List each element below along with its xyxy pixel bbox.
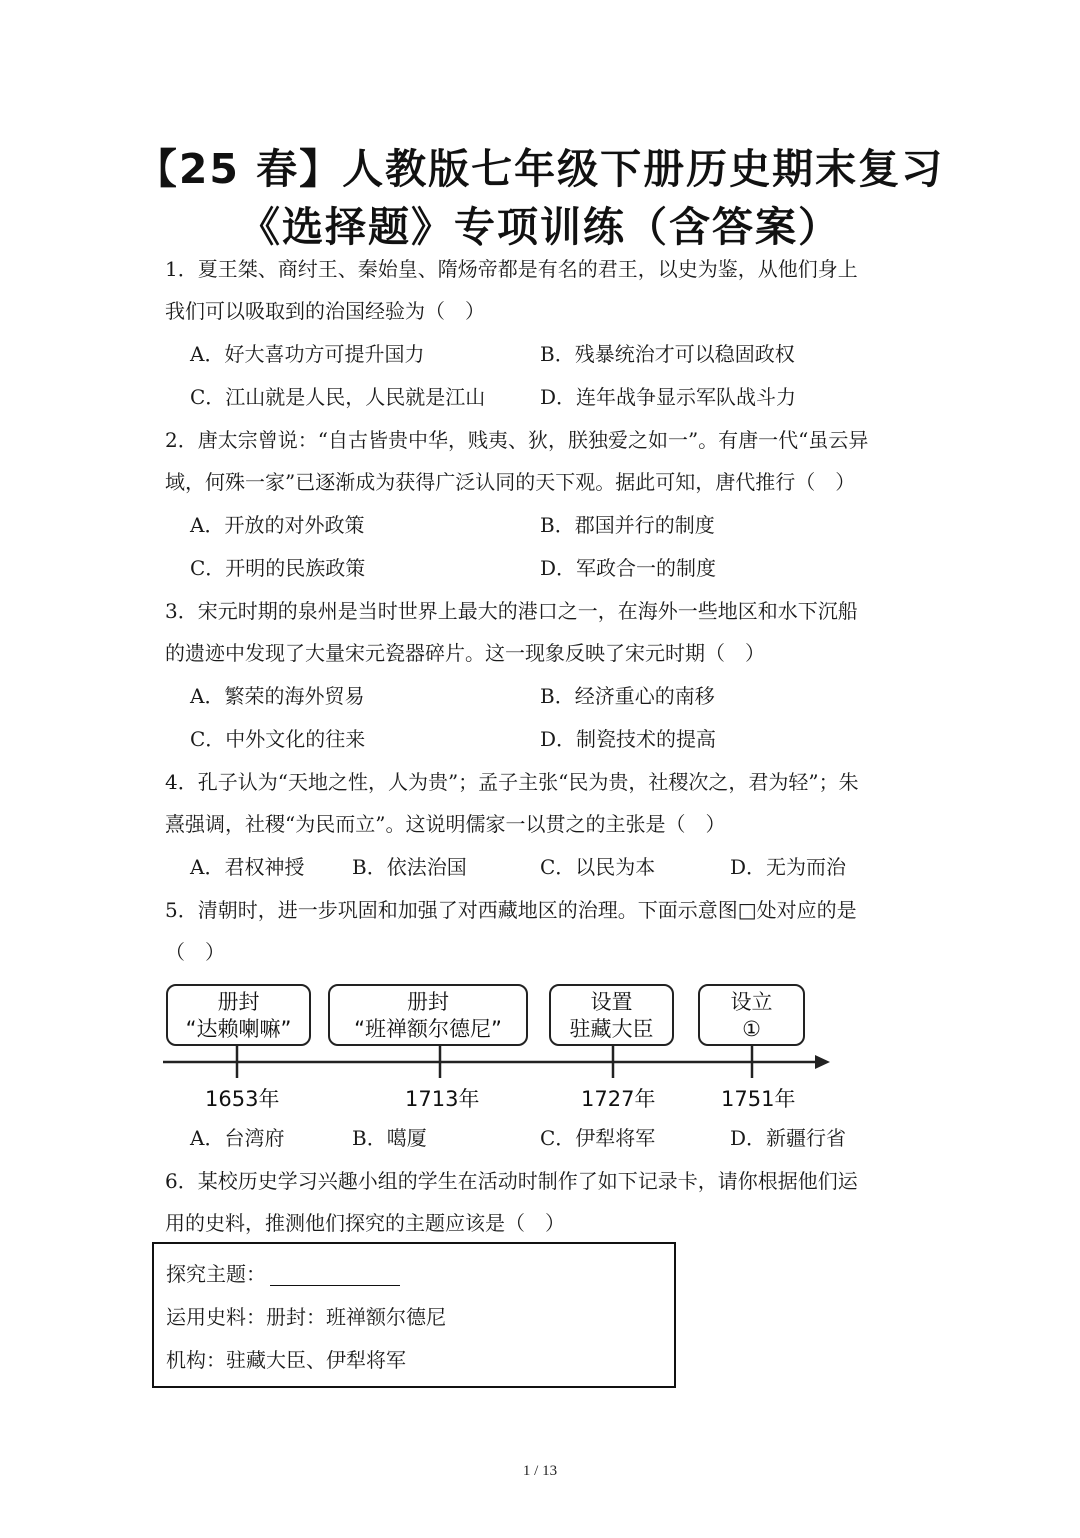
timeline-year-1713: 1713年 <box>405 1087 480 1111</box>
timeline-event-detail: ① <box>742 1017 761 1041</box>
question-2-text: 2．唐太宗曾说：“自古皆贵中华，贱夷、狄，朕独爱之如一”。有唐一代“虽云异 <box>165 428 869 452</box>
timeline-event-1727 <box>549 984 674 1046</box>
timeline-event-1713 <box>328 984 528 1046</box>
document-title-line-1: 【25 春】人教版七年级下册历史期末复习 <box>135 145 945 193</box>
question-1-option-a: A．好大喜功方可提升国力 <box>190 342 425 366</box>
question-3-text-cont: 的遗迹中发现了大量宋元瓷器碎片。这一现象反映了宋元时期（ ） <box>165 641 765 665</box>
question-2-option-c: C．开明的民族政策 <box>190 556 366 580</box>
question-5-option-a: A．台湾府 <box>190 1126 285 1150</box>
question-1-text: 1．夏王桀、商纣王、秦始皇、隋炀帝都是有名的君王，以史为鉴，从他们身上 <box>165 257 858 281</box>
timeline-event-detail: “达赖喇嘛” <box>185 1017 292 1041</box>
question-3-option-c: C．中外文化的往来 <box>190 727 366 751</box>
question-5-text: 5．清朝时，进一步巩固和加强了对西藏地区的治理。下面示意图□处对应的是 <box>165 898 857 922</box>
question-1-option-d: D．连年战争显示军队战斗力 <box>540 385 797 409</box>
document-title-line-2: 《选择题》专项训练（含答案） <box>239 203 841 251</box>
question-6-text-cont: 用的史料，推测他们探究的主题应该是（ ） <box>165 1211 565 1235</box>
question-1-option-b: B．残暴统治才可以稳固政权 <box>540 342 795 366</box>
record-institutions: 机构：驻藏大臣、伊犁将军 <box>166 1348 406 1372</box>
question-1-option-c: C．江山就是人民，人民就是江山 <box>190 385 486 409</box>
timeline-event-action: 册封 <box>217 990 260 1014</box>
question-3-option-b: B．经济重心的南移 <box>540 684 715 708</box>
page-number: 1 / 13 <box>522 1463 558 1479</box>
timeline-event-detail: 驻藏大臣 <box>569 1017 654 1041</box>
timeline-event-1751 <box>698 984 805 1046</box>
timeline-arrow-head <box>815 1055 830 1069</box>
question-1-text-cont: 我们可以吸取到的治国经验为（ ） <box>165 299 485 323</box>
question-4-option-d: D．无为而治 <box>730 855 847 879</box>
question-4-option-a: A．君权神授 <box>190 855 305 879</box>
timeline-event-action: 设立 <box>730 990 773 1014</box>
question-5-text-cont: （ ） <box>165 940 225 964</box>
question-2-option-b: B．郡国并行的制度 <box>540 513 715 537</box>
record-topic-row <box>166 1262 400 1286</box>
question-2-option-d: D．军政合一的制度 <box>540 556 717 580</box>
question-4-option-b: B．依法治国 <box>352 855 467 879</box>
question-2-text-cont: 域，何殊一家”已逐渐成为获得广泛认同的天下观。据此可知，唐代推行（ ） <box>165 470 856 494</box>
record-card <box>152 1242 676 1388</box>
topic-answer-blank <box>270 1265 400 1286</box>
record-topic-label: 探究主题： <box>166 1262 266 1286</box>
timeline-event-action: 册封 <box>407 990 449 1014</box>
question-5-option-d: D．新疆行省 <box>730 1126 847 1150</box>
timeline-year-1751: 1751年 <box>721 1087 796 1111</box>
question-5-option-b: B．噶厦 <box>352 1126 427 1150</box>
record-sources: 运用史料：册封：班禅额尔德尼 <box>166 1305 446 1329</box>
question-4-text: 4．孔子认为“天地之性，人为贵”；孟子主张“民为贵，社稷次之，君为轻”；朱 <box>165 770 859 794</box>
question-5-option-c: C．伊犁将军 <box>540 1126 656 1150</box>
question-4-option-c: C．以民为本 <box>540 855 656 879</box>
question-3-option-d: D．制瓷技术的提高 <box>540 727 717 751</box>
question-3-text: 3．宋元时期的泉州是当时世界上最大的港口之一，在海外一些地区和水下沉船 <box>165 599 858 623</box>
question-6-text: 6．某校历史学习兴趣小组的学生在活动时制作了如下记录卡，请你根据他们运 <box>165 1169 858 1193</box>
question-2-option-a: A．开放的对外政策 <box>190 513 365 537</box>
timeline-event-detail: “班禅额尔德尼” <box>354 1017 502 1041</box>
timeline-year-1727: 1727年 <box>581 1087 656 1111</box>
question-3-option-a: A．繁荣的海外贸易 <box>190 684 365 708</box>
question-4-text-cont: 熹强调，社稷“为民而立”。这说明儒家一以贯之的主张是（ ） <box>165 812 726 836</box>
timeline-event-1653 <box>166 984 311 1046</box>
timeline-event-action: 设置 <box>590 990 633 1014</box>
timeline-year-1653: 1653年 <box>205 1087 280 1111</box>
